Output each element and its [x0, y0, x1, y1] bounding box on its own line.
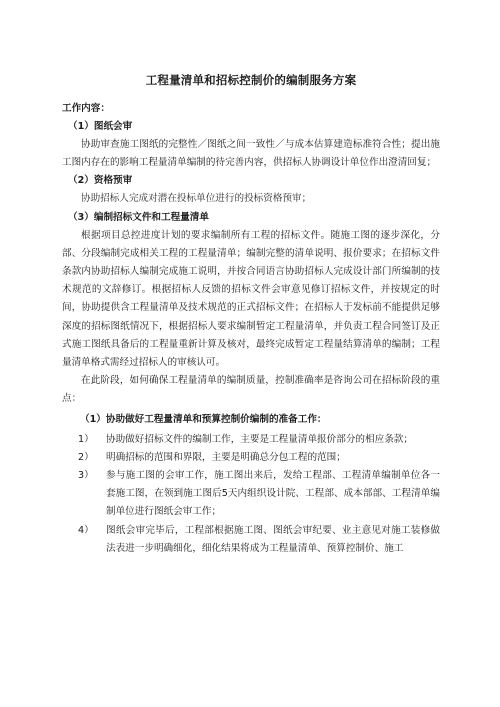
- document-page: [62, 72, 440, 558]
- list-item-number: 4）: [78, 524, 94, 536]
- paragraph-tender-documents: 根据项目总控进度计划的要求编制所有工程的招标文件。随施工图的逐步深化，分部、分段编制完成相关工程的工程量清单；编制完整的清单说明、报价要求；在招标文件条款内协助招标人编制完成施工说明，并按合同语言协助招标人完成设计部门所编制的技术规范的文辞修订。根据招标人反馈的招标文件会审意见修订招标文件，并按规定的时间，协助提供含工程量清单及技术规范的正式招标文件；在招标人于发标前不能提供足够深度的招标图纸情况下，根据招标人要求编制暂定工程量清单，并负责工程合同签订及正式施工图纸具备后的工程量重新计算及核对，最终完成暂定工程量结算清单的编制；工程量清单格式需经过招标人的审核认可。: [62, 229, 440, 369]
- section-label: 工作内容：: [62, 103, 110, 114]
- list-item: [62, 522, 440, 558]
- paragraph-stage-focus: 在此阶段，如何确保工程量清单的编制质量，控制准确率是咨询公司在招标阶段的重点：: [62, 375, 440, 405]
- list-item: [62, 449, 440, 467]
- document-title: 工程量清单和招标控制价的编制服务方案: [145, 73, 357, 87]
- list-item: [62, 431, 440, 449]
- list-item-text: 图纸会审完毕后，工程部根据施工图、图纸会审纪要、业主意见对施工装修做法表进一步明确细化，细化结果将成为工程量清单、预算控制价、施工: [106, 524, 440, 554]
- list-item-text: 参与施工图的会审工作，施工图出来后，发给工程部、工程清单编制单位各一套施工图，在领到施工图后5天内组织设计院、工程部、成本部部、工程清单编制单位进行图纸会审工作；: [106, 470, 440, 518]
- subsection-heading-tender-documents: （3）编制招标文件和工程量清单: [68, 211, 209, 223]
- focus-list: [62, 431, 440, 558]
- list-item-text: 明确招标的范围和界限，主要是明确总分包工程的范围；: [106, 451, 346, 463]
- paragraph-drawing-review: 协助审查施工图纸的完整性／图纸之间一致性／与成本估算建造标准符合性；提出施工图内存在的影响工程量清单编制的待完善内容，供招标人协调设计单位作出澄清回复；: [62, 139, 440, 169]
- subsection-heading-prequalification: （2）资格预审: [68, 175, 133, 187]
- paragraph-prequalification: 协助招标人完成对潜在投标单位进行的投标资格预审；: [81, 193, 312, 205]
- list-item-text: 协助做好招标文件的编制工作，主要是工程量清单报价部分的相应条款；: [106, 433, 413, 445]
- subsection-heading-drawing-review: （1）图纸会审: [68, 121, 133, 132]
- focus-heading: （1）协助做好工程量清单和预算控制价编制的准备工作：: [80, 413, 327, 425]
- list-item-number: 2）: [78, 451, 94, 463]
- list-item-number: 1）: [78, 433, 94, 445]
- list-item: [62, 467, 440, 522]
- list-item-number: 3）: [78, 470, 94, 482]
